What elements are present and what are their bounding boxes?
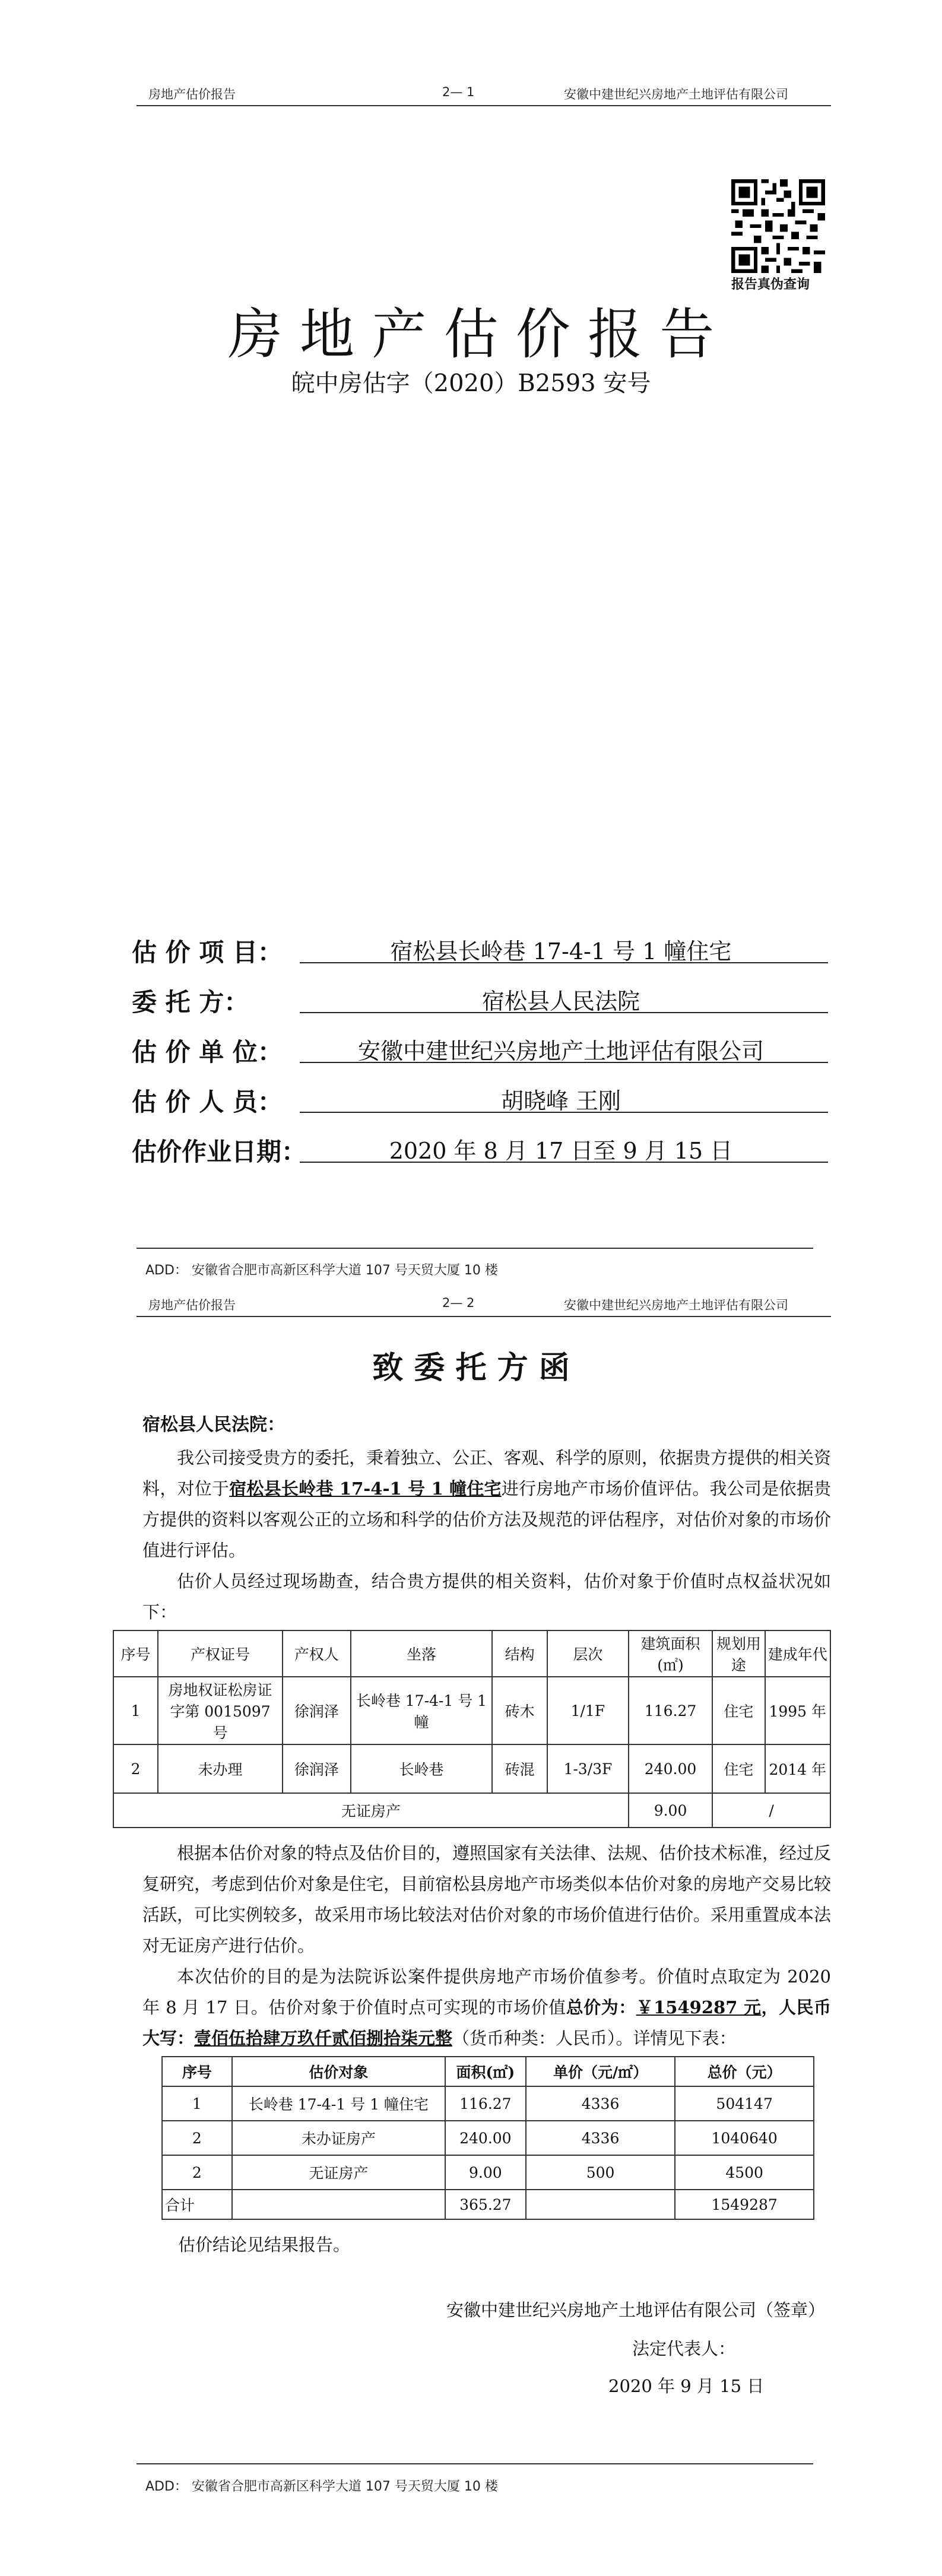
table-header-row: [113, 1630, 830, 1677]
table-header: 总价（元）: [675, 2057, 814, 2086]
field-value-appraisers: 胡晓峰 王刚: [500, 1088, 621, 1114]
page-footer-address: ADD： 安徽省合肥市高新区科学大道 107 号天贸大厦 10 楼: [145, 2479, 498, 2494]
letter-title: 致 委 托 方 函: [372, 1350, 570, 1386]
table-cell: 1: [113, 1677, 158, 1744]
table-row: [162, 2121, 814, 2155]
table-cell: 1549287: [675, 2190, 814, 2219]
table-header: 坐落: [351, 1630, 493, 1677]
field-value-dates: 2020 年 8 月 17 日至 9 月 15 日: [389, 1138, 733, 1164]
table-cell: 合计: [162, 2190, 232, 2219]
page-header-right: 安徽中建世纪兴房地产土地评估有限公司: [564, 87, 788, 101]
signature-legal-rep: 法定代表人：: [632, 2339, 736, 2359]
report-number: 皖中房估字（2020）B2593 安号: [291, 370, 651, 397]
table-header: 序号: [162, 2057, 232, 2086]
table-cell: 砖混: [492, 1744, 547, 1793]
field-label-dates: 估价作业日期：: [132, 1137, 307, 1166]
field-underline: [300, 1162, 828, 1163]
footer-rule: [137, 1248, 813, 1249]
table-header: 规划用途: [712, 1630, 765, 1677]
table-header: 产权人: [283, 1630, 351, 1677]
letter-paragraph-2: 估价人员经过现场勘查，结合贵方提供的相关资料，估价对象于价值时点权益状况如下：: [142, 1571, 831, 1622]
table-cell: 4336: [526, 2086, 675, 2121]
table-cell: 1995 年: [765, 1677, 830, 1744]
field-label-project: 估 价 项 目：: [132, 938, 283, 967]
table-header: 建筑面积(㎡): [629, 1630, 712, 1677]
table-cell: 4336: [526, 2121, 675, 2155]
table-cell: 1-3/3F: [547, 1744, 629, 1793]
table-cell: 2014 年: [765, 1744, 830, 1793]
table-header: 建成年代: [765, 1630, 830, 1677]
table-cell: 长岭巷: [351, 1744, 493, 1793]
letter-addressee: 宿松县人民法院：: [142, 1414, 285, 1435]
table-row: [162, 2190, 814, 2219]
table-row: [162, 2155, 814, 2190]
table-header: 层次: [547, 1630, 629, 1677]
table-cell: 无证房产: [113, 1793, 629, 1828]
table-cell: 4500: [675, 2155, 814, 2190]
signature-date: 2020 年 9 月 15 日: [608, 2376, 765, 2396]
letter-paragraph-1: 我公司接受贵方的委托，秉着独立、公正、客观、科学的原则，依据贵方提供的相关资料，对位于宿松县长岭巷 17-4-1 号 1 幢住宅进行房地产市场价值评估。我公司是依据贵方提供的资料以客观公正的立场和科学的估价方法及规范的评估程序，对估价对象的市场价值进行评估。: [142, 1448, 832, 1560]
table-cell: 504147: [675, 2086, 814, 2121]
table-cell: 徐润泽: [283, 1677, 351, 1744]
table-cell: 房地权证松房证字第 0015097 号: [158, 1677, 283, 1744]
letter-paragraph-4: 本次估价的目的是为法院诉讼案件提供房地产市场价值参考。价值时点取定为 2020 年 8 月 17 日。估价对象于价值时点可实现的市场价值总价为：￥1549287 元，人民币大写：壹佰伍拾肆万玖仟贰佰捌拾柒元整（货币种类：人民币）。详情见下表：: [142, 1966, 831, 2048]
field-value-org: 安徽中建世纪兴房地产土地评估有限公司: [357, 1038, 764, 1064]
header-rule: [137, 1316, 831, 1317]
page-footer-address: ADD： 安徽省合肥市高新区科学大道 107 号天贸大厦 10 楼: [145, 1263, 498, 1278]
page-header-number: 2— 1: [442, 85, 475, 99]
total-value: ￥1549287 元: [636, 1997, 762, 2017]
table-cell: 116.27: [629, 1677, 712, 1744]
table-cell: 徐润泽: [283, 1744, 351, 1793]
table-cell: 砖木: [492, 1677, 547, 1744]
table-cell: 2: [162, 2121, 232, 2155]
table-row: [113, 1677, 830, 1744]
table-row: [113, 1793, 830, 1828]
table-header: 序号: [113, 1630, 158, 1677]
table-cell: 2: [162, 2155, 232, 2190]
table-row: [113, 1744, 830, 1793]
subject-property: 宿松县长岭巷 17-4-1 号 1 幢住宅: [229, 1479, 502, 1499]
page-header-right: 安徽中建世纪兴房地产土地评估有限公司: [564, 1298, 788, 1312]
signature-company: 安徽中建世纪兴房地产土地评估有限公司（签章）: [446, 2300, 825, 2320]
table-row: [162, 2086, 814, 2121]
table-header: 单价（元/㎡）: [526, 2057, 675, 2086]
valuation-summary-table: [161, 2056, 814, 2220]
footer-rule: [137, 2463, 813, 2464]
report-title: 房 地 产 估 价 报 告: [227, 303, 715, 366]
table-cell: 未办理: [158, 1744, 283, 1793]
table-cell: 未办证房产: [232, 2121, 445, 2155]
table-header: 估价对象: [232, 2057, 445, 2086]
table-cell: 长岭巷 17-4-1 号 1 幢住宅: [232, 2086, 445, 2121]
page-header-left: 房地产估价报告: [148, 87, 236, 101]
table-cell: 住宅: [712, 1744, 765, 1793]
table-cell: 1/1F: [547, 1677, 629, 1744]
qr-caption: 报告真伪查询: [731, 277, 810, 292]
table-cell: 365.27: [445, 2190, 526, 2219]
table-cell: 长岭巷 17-4-1 号 1 幢: [351, 1677, 493, 1744]
table-cell: 240.00: [629, 1744, 712, 1793]
letter-paragraph-5: 估价结论见结果报告。: [178, 2235, 351, 2255]
field-value-client: 宿松县人民法院: [481, 988, 640, 1014]
table-cell: 无证房产: [232, 2155, 445, 2190]
table-cell: /: [712, 1793, 830, 1828]
field-label-client: 委 托 方：: [132, 988, 249, 1017]
table-cell: 1040640: [675, 2121, 814, 2155]
page-header-number: 2— 2: [442, 1296, 475, 1310]
field-underline: [300, 962, 828, 963]
field-value-project: 宿松县长岭巷 17-4-1 号 1 幢住宅: [390, 938, 732, 965]
table-cell: 116.27: [445, 2086, 526, 2121]
table-cell: [232, 2190, 445, 2219]
field-label-org: 估 价 单 位：: [132, 1038, 283, 1067]
table-header: 面积(㎡): [445, 2057, 526, 2086]
qr-code-icon: [731, 179, 825, 273]
property-rights-table: [113, 1630, 831, 1828]
field-underline: [300, 1012, 828, 1013]
field-underline: [300, 1062, 828, 1063]
table-cell: 9.00: [445, 2155, 526, 2190]
field-label-appraisers: 估 价 人 员：: [132, 1087, 283, 1116]
table-cell: 500: [526, 2155, 675, 2190]
letter-paragraph-3: 根据本估价对象的特点及估价目的，遵照国家有关法律、法规、估价技术标准，经过反复研究，考虑到估价对象是住宅，目前宿松县房地产市场类似本估价对象的房地产交易比较活跃，可比实例较多，故采用市场比较法对估价对象的市场价值进行估价。采用重置成本法对无证房产进行估价。: [142, 1843, 832, 1956]
page-header-left: 房地产估价报告: [148, 1298, 236, 1312]
table-cell: 2: [113, 1744, 158, 1793]
table-cell: 1: [162, 2086, 232, 2121]
header-rule: [137, 105, 831, 106]
table-header: 产权证号: [158, 1630, 283, 1677]
table-header: 结构: [492, 1630, 547, 1677]
table-cell: 240.00: [445, 2121, 526, 2155]
table-cell: [526, 2190, 675, 2219]
total-value-in-words: 壹佰伍拾肆万玖仟贰佰捌拾柒元整: [194, 2028, 453, 2048]
table-cell: 住宅: [712, 1677, 765, 1744]
table-header-row: [162, 2057, 814, 2086]
table-cell: 9.00: [629, 1793, 712, 1828]
field-underline: [300, 1112, 828, 1113]
